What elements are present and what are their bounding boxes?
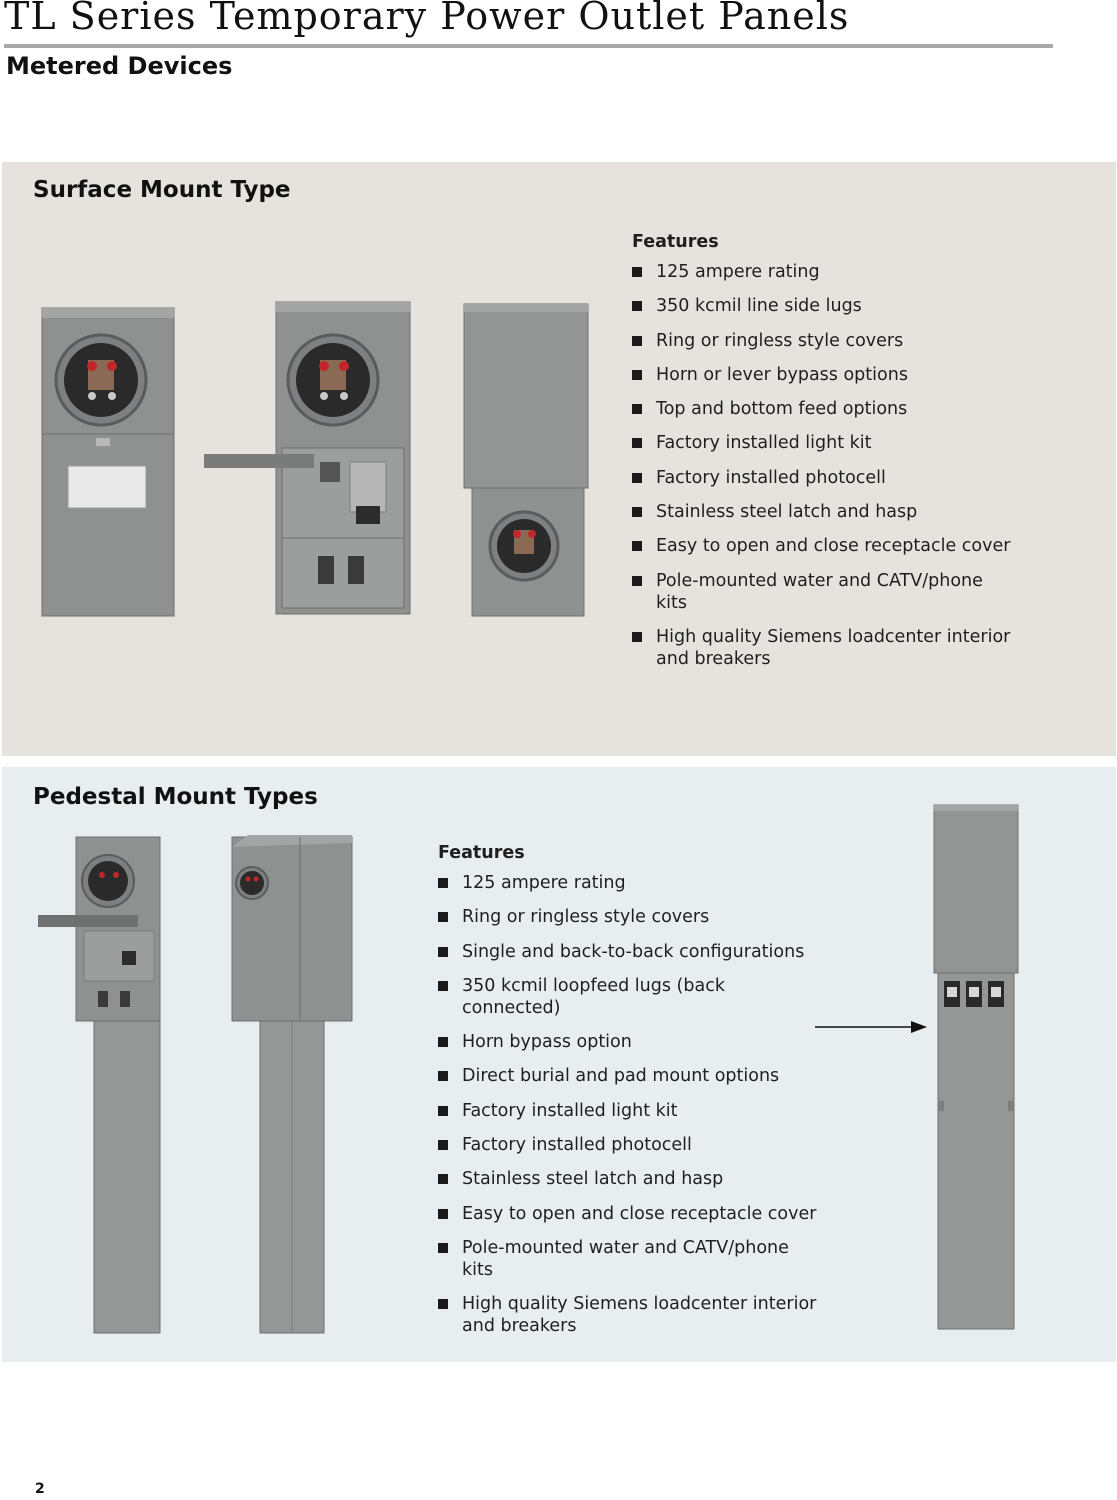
- pedestal-mount-section: [2, 767, 1116, 1362]
- page-number: 2: [35, 1481, 45, 1497]
- pedestal-loopfeed-image: [930, 803, 1022, 1333]
- surface-features-list: [632, 261, 1012, 670]
- title-rule: [4, 44, 1053, 48]
- feature-item: Ring or ringless style covers: [438, 906, 818, 928]
- feature-item: Single and back-to-back configurations: [438, 941, 818, 963]
- feature-item: 125 ampere rating: [632, 261, 1012, 283]
- pedestal-closed-image: [228, 833, 358, 1339]
- feature-item: Horn or lever bypass options: [632, 364, 1012, 386]
- feature-item: 350 kcmil line side lugs: [632, 295, 1012, 317]
- feature-item: Factory installed photocell: [438, 1134, 818, 1156]
- feature-item: 125 ampere rating: [438, 872, 818, 894]
- feature-item: Top and bottom feed options: [632, 398, 1012, 420]
- feature-item: Pole-mounted water and CATV/phone kits: [632, 570, 1012, 614]
- feature-item: Direct burial and pad mount options: [438, 1065, 818, 1087]
- feature-item: Ring or ringless style covers: [632, 330, 1012, 352]
- feature-item: Easy to open and close receptacle cover: [632, 535, 1012, 557]
- feature-item: High quality Siemens loadcenter interior and breakers: [438, 1293, 818, 1337]
- page-subtitle: Metered Devices: [6, 52, 233, 80]
- pedestal-features: [438, 843, 818, 1350]
- surface-mount-section: [2, 162, 1116, 756]
- feature-item: Horn bypass option: [438, 1031, 818, 1053]
- feature-item: Stainless steel latch and hasp: [438, 1168, 818, 1190]
- feature-item: Easy to open and close receptacle cover: [438, 1203, 818, 1225]
- feature-item: Factory installed light kit: [438, 1100, 818, 1122]
- pedestal-features-heading: Features: [438, 843, 525, 863]
- arrow-icon: [815, 1019, 927, 1035]
- feature-item: Factory installed photocell: [632, 467, 1012, 489]
- surface-section-title: Surface Mount Type: [33, 177, 291, 203]
- feature-item: High quality Siemens loadcenter interior and breakers: [632, 626, 1012, 670]
- surface-panel-open-image: [202, 300, 414, 618]
- pedestal-open-image: [36, 835, 168, 1337]
- page-title: TL Series Temporary Power Outlet Panels: [4, 0, 850, 38]
- surface-panel-closed-image: [40, 306, 178, 618]
- pedestal-features-list: [438, 872, 818, 1337]
- surface-features-heading: Features: [632, 232, 719, 252]
- pedestal-section-title: Pedestal Mount Types: [33, 784, 318, 810]
- feature-item: 350 kcmil loopfeed lugs (back connected): [438, 975, 818, 1019]
- feature-item: Factory installed light kit: [632, 432, 1012, 454]
- feature-item: Stainless steel latch and hasp: [632, 501, 1012, 523]
- feature-item: Pole-mounted water and CATV/phone kits: [438, 1237, 818, 1281]
- surface-features: [632, 232, 1012, 682]
- surface-panel-bottom-meter-image: [462, 302, 592, 620]
